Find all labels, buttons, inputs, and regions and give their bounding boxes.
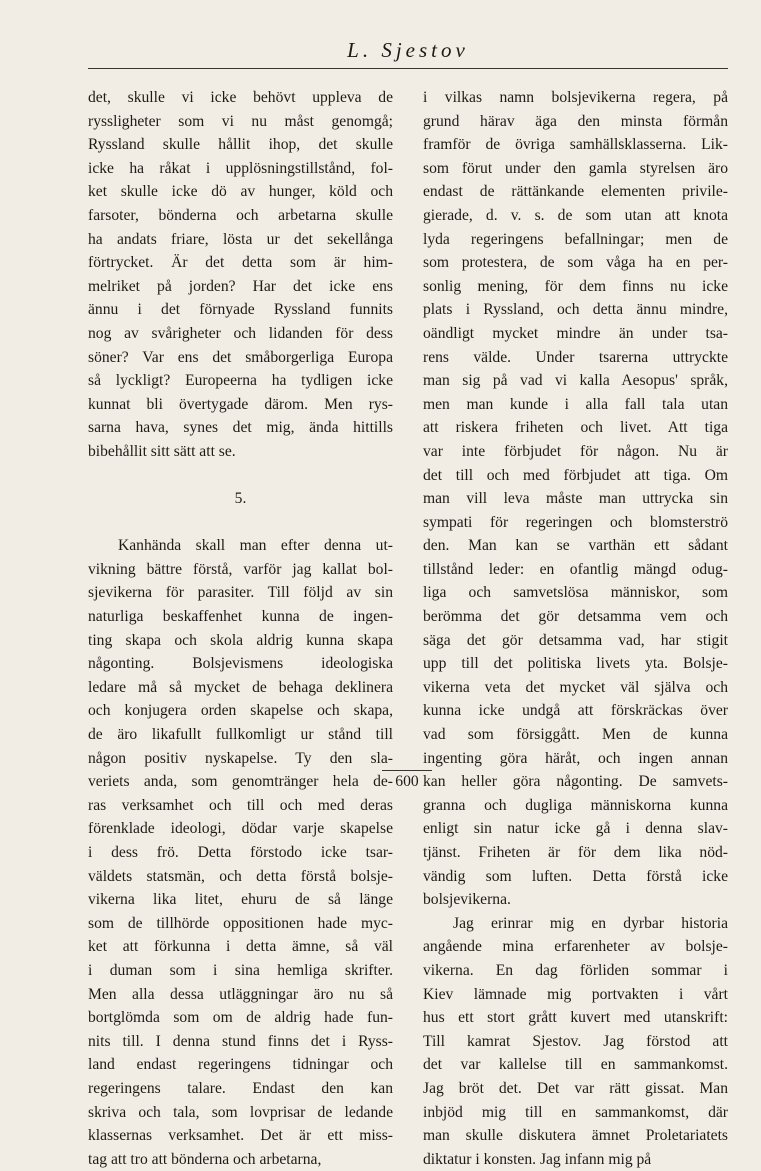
- text-line: ingenting göra häråt, och ingen annan: [423, 749, 728, 767]
- text-line: som förut under den gamla styrelsen äro: [423, 159, 728, 177]
- text-line: ha andats friare, lösta ur det sekellånga: [88, 230, 393, 248]
- text-line: rens välde. Under tsarerna uttryckte: [423, 348, 728, 366]
- text-line: framför de övriga samhällsklasserna. Lik-: [423, 136, 728, 154]
- text-line: vändig som luften. Detta förstå icke: [423, 867, 728, 885]
- text-line: man sig på vad vi kalla Aesopus' språk,: [423, 372, 728, 390]
- text-line: Jag erinrar mig en dyrbar historia: [453, 914, 728, 932]
- text-line: berömma det gör detsamma vem och: [423, 608, 728, 626]
- text-line: ket skulle icke dö av hunger, köld och: [88, 183, 393, 201]
- text-line: enligt sin natur icke gå i denna slav-: [423, 820, 728, 838]
- text-line: angående mina erfarenheter av bolsje-: [423, 938, 728, 956]
- text-line: kunnat bli övertygade därom. Men rys-: [88, 395, 393, 413]
- text-line: diktatur i konsten. Jag infann mig på: [423, 1150, 652, 1168]
- text-line: liga och samvetslösa människor, som: [423, 584, 728, 602]
- text-line: det till och med förbjudet att tiga. Om: [423, 466, 728, 484]
- header-rule: [88, 68, 728, 69]
- text-line: sympati för regeringen och blomsterströ: [423, 513, 728, 531]
- text-line: sjevikerna för parasiter. Till följd av sin: [88, 584, 393, 602]
- text-line: Men alla dessa utläggningar äro nu så: [88, 985, 393, 1003]
- text-line: förenklade ideologi, dödar varje skapelse: [88, 820, 393, 838]
- text-line: förtrycket. Är det detta som är him-: [88, 254, 393, 272]
- text-line: Ryssland skulle hållit ihop, det skulle: [88, 136, 393, 154]
- text-line: det var kallelse till en sammankomst.: [423, 1056, 728, 1074]
- running-header: L. Sjestov: [347, 38, 469, 62]
- text-line: ryssligheter som vi nu måst genomgå;: [88, 112, 393, 130]
- text-line: någonting. Bolsjevismens ideologiska: [88, 655, 393, 673]
- text-line: bortglömda som om de aldrig hade fun-: [88, 1009, 393, 1027]
- text-line: de äro likafullt fullkomligt ur stånd till: [88, 726, 393, 744]
- text-line: den. Man kan se varthän ett sådant: [423, 537, 728, 555]
- text-line: tjänst. Friheten är för dem lika nöd-: [423, 844, 728, 861]
- text-line: Till kamrat Sjestov. Jag förstod att: [423, 1032, 728, 1050]
- text-line: vikerna veta det mycket väl själva och: [423, 678, 728, 696]
- text-line: Kanhända skall man efter denna ut-: [118, 537, 393, 555]
- text-line: som protestera, de som våga ha en per-: [423, 254, 728, 272]
- text-line: oändligt mycket mindre än under tsa-: [423, 324, 728, 342]
- text-line: vikning bättre förstå, varför jag kallat bol-: [88, 560, 393, 578]
- text-line: sonlig mening, för dem finns nu icke: [423, 277, 728, 295]
- text-line: sarna hava, synes det mig, ända hittills: [88, 419, 393, 437]
- section-number: 5.: [234, 490, 247, 508]
- text-line: vad som försiggått. Men de kunna: [423, 726, 728, 744]
- text-line: nog av svårigheter och lidanden för dess: [88, 324, 393, 342]
- text-line: bibehållit sitt sätt att se.: [88, 442, 236, 460]
- text-line: nits till. I denna stund finns det i Ryss-: [88, 1032, 393, 1050]
- right-column: [423, 86, 728, 1171]
- text-line: skriva och tala, som lovprisar de ledande: [88, 1103, 393, 1121]
- text-line: ket att förkunna i detta ämne, så väl: [88, 938, 393, 956]
- text-line: naturliga beskaffenhet kunna de ingen-: [88, 608, 393, 626]
- text-line: ting skapa och skola aldrig kunna skapa: [88, 631, 393, 649]
- text-line: vikerna lika litet, ehuru de så länge: [88, 891, 393, 909]
- left-column: [88, 86, 393, 1171]
- text-line: tillstånd leder: en ofantlig mängd odug-: [423, 560, 728, 578]
- text-line: lyda regeringens befallningar; men de: [423, 230, 728, 248]
- text-line: i dess frö. Detta förstodo icke tsar-: [88, 844, 393, 861]
- text-line: granna och dugliga människorna kunna: [423, 796, 728, 814]
- text-line: vikerna. En dag förliden sommar i: [423, 961, 728, 979]
- text-line: tag att tro att bönderna och arbetarna,: [88, 1150, 322, 1168]
- text-line: väldets statsmän, och detta förstå bolsje-: [88, 867, 393, 885]
- text-line: kan heller göra någonting. De samvets-: [423, 773, 728, 791]
- text-line: man vill leva måste man uttrycka sin: [423, 490, 728, 508]
- text-line: söner? Var ens det småborgerliga Europa: [88, 348, 393, 366]
- text-line: ras verksamhet och till och med deras: [88, 796, 393, 814]
- text-line: veriets anda, som genomtränger hela de-: [88, 773, 393, 791]
- text-line: plats i Ryssland, och detta ännu mindre,: [423, 301, 728, 319]
- text-line: så lyckligt? Europeerna ha tydligen icke: [88, 372, 393, 390]
- text-line: var inte förbjudet för någon. Nu är: [423, 442, 728, 460]
- text-line: melriket på jorden? Har det icke ens: [88, 277, 393, 295]
- text-line: [88, 511, 393, 535]
- text-line: någon positiv nyskapelse. Ty den sla-: [88, 749, 393, 767]
- text-line: hus ett stort grått kuvert med utanskrift:: [423, 1009, 728, 1027]
- text-line: och konjugera orden skapelse och skapa,: [88, 702, 393, 720]
- text-line: det, skulle vi icke behövt uppleva de: [88, 89, 393, 106]
- text-line: land endast regeringens tidningar och: [88, 1056, 393, 1074]
- text-line: gierade, d. v. s. de som utan att knota: [423, 206, 728, 224]
- text-line: kunna icke undgå att förskräckas över: [423, 702, 728, 720]
- text-line: inbjöd mig till en sammankomst, där: [423, 1103, 728, 1121]
- text-line: klassernas verksamhet. Det är ett miss-: [88, 1127, 393, 1145]
- text-line: upp till det politiska livets yta. Bolsje-: [423, 655, 728, 673]
- text-line: säga det gör detsamma vad, har stigit: [423, 631, 728, 649]
- text-line: ledare må så mycket de behaga deklinera: [88, 678, 393, 696]
- text-line: ännu i det förnyade Ryssland funnits: [88, 301, 393, 319]
- text-line: farsoter, bönderna och arbetarna skulle: [88, 206, 393, 224]
- text-line: grund härav äga den minsta förmån: [423, 112, 728, 130]
- page-number: 600: [395, 773, 419, 790]
- text-line: endast de rättänkande elementen privile-: [423, 183, 728, 201]
- text-line: Kiev lämnade mig portvakten i vårt: [423, 985, 728, 1003]
- text-line: men man kunde i alla fall tala utan: [423, 395, 728, 413]
- text-line: i duman som i sina hemliga skrifter.: [88, 961, 393, 979]
- text-line: i vilkas namn bolsjevikerna regera, på: [423, 89, 728, 106]
- text-line: bolsjevikerna.: [423, 891, 511, 909]
- text-line: att riskera friheten och livet. Att tiga: [423, 419, 728, 437]
- text-line: regeringens talare. Endast den kan: [88, 1079, 393, 1097]
- text-line: man skulle diskutera ämnet Proletariatets: [423, 1127, 728, 1145]
- text-line: [88, 464, 393, 488]
- text-line: Jag bröt det. Det var rätt gissat. Man: [423, 1079, 728, 1097]
- text-line: icke ha råkat i upplösningstillstånd, fol-: [88, 159, 393, 177]
- text-line: som de tillhörde oppositionen hade myc-: [88, 914, 393, 932]
